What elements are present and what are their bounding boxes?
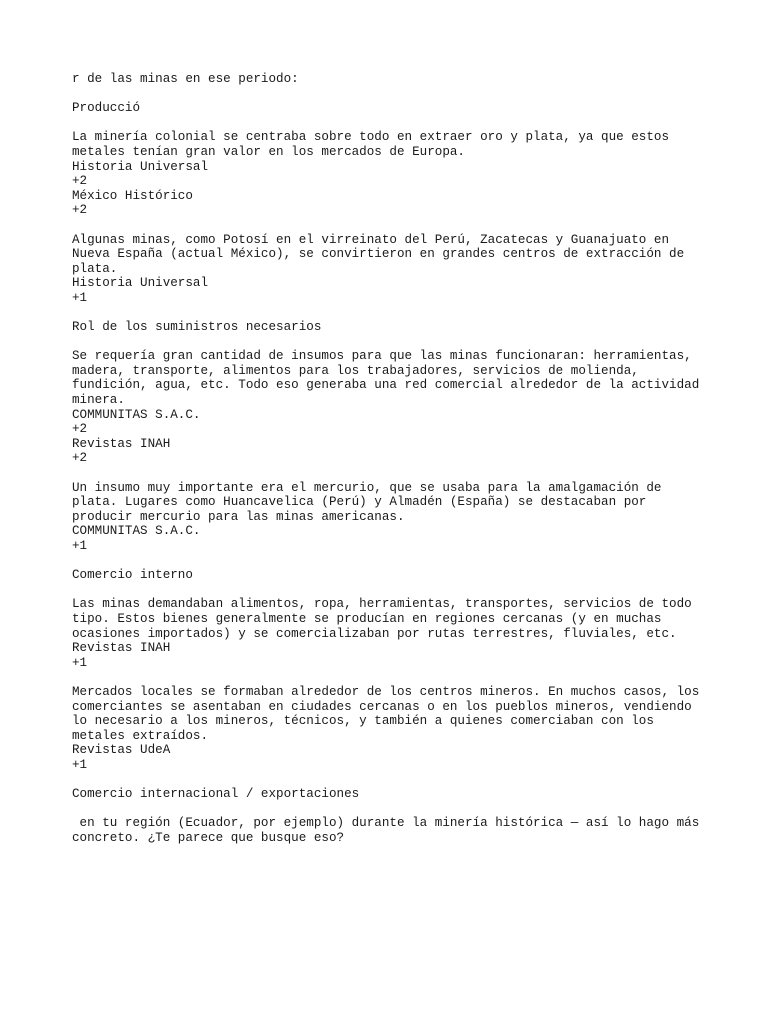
paragraph-line: plata. Lugares como Huancavelica (Perú) y Almadén (España) se destacaban por <box>72 495 647 510</box>
paragraph-line: Nueva España (actual México), se convirtieron en grandes centros de extracción de <box>72 247 685 262</box>
heading-comercio-internacional: Comercio internacional / exportaciones <box>72 787 360 802</box>
spacer <box>72 773 712 788</box>
source-count[interactable]: +1 <box>72 290 88 305</box>
paragraph-line: plata. <box>72 261 118 276</box>
paragraph-line: producir mercurio para las minas americanas. <box>72 509 405 524</box>
spacer <box>72 306 712 321</box>
paragraph-line: Se requería gran cantidad de insumos para que las minas funcionaran: herramientas, <box>72 349 692 364</box>
source-name[interactable]: COMMUNITAS S.A.C. <box>72 407 201 422</box>
source-count[interactable]: +2 <box>72 203 88 218</box>
source-count[interactable]: +2 <box>72 451 88 466</box>
source-name[interactable]: Revistas UdeA <box>72 743 171 758</box>
source-count[interactable]: +2 <box>72 174 88 189</box>
source-name[interactable]: Revistas INAH <box>72 436 171 451</box>
source-count[interactable]: +1 <box>72 757 88 772</box>
paragraph-line: lo necesario a los mineros, técnicos, y también a quienes comerciaban con los <box>72 714 654 729</box>
spacer <box>72 466 712 481</box>
document-page <box>72 72 712 845</box>
paragraph-line: La minería colonial se centraba sobre todo en extraer oro y plata, ya que estos <box>72 130 670 145</box>
paragraph-line: Las minas demandaban alimentos, ropa, herramientas, transportes, servicios de todo <box>72 597 692 612</box>
paragraph-demanda <box>72 597 712 641</box>
paragraph-line: tipo. Estos bienes generalmente se producían en regiones cercanas (y en muchas <box>72 611 662 626</box>
paragraph-mercurio <box>72 481 712 525</box>
spacer <box>72 87 712 102</box>
source-name[interactable]: Historia Universal <box>72 276 209 291</box>
source-count[interactable]: +1 <box>72 539 88 553</box>
paragraph-line: metales tenían gran valor en los mercados de Europa. <box>72 144 465 159</box>
spacer <box>72 116 712 131</box>
paragraph-line: fundición, agua, etc. Todo eso generaba una red comercial alrededor de la actividad <box>72 378 700 393</box>
paragraph-line: comerciantes se asentaban en ciudades cercanas o en los pueblos mineros, vendiendo <box>72 699 692 714</box>
paragraph-grandes-centros <box>72 233 712 277</box>
source-name[interactable]: Historia Universal <box>72 159 209 174</box>
paragraph-insumos <box>72 349 712 407</box>
paragraph-line: madera, transporte, alimentos para los trabajadores, servicios de molienda, <box>72 363 639 378</box>
spacer <box>72 802 712 817</box>
heading-suministros: Rol de los suministros necesarios <box>72 320 322 335</box>
heading-comercio-interno: Comercio interno <box>72 568 193 583</box>
paragraph-mineria-colonial <box>72 130 712 159</box>
paragraph-line: Un insumo muy importante era el mercurio, que se usaba para la amalgamación de <box>72 480 662 495</box>
paragraph-line: en tu región (Ecuador, por ejemplo) durante la minería histórica — así lo hago más <box>72 816 700 831</box>
spacer <box>72 583 712 598</box>
paragraph-line: metales extraídos. <box>72 728 209 743</box>
paragraph-mercados-locales <box>72 685 712 743</box>
paragraph-line: ocasiones importados) y se comercializaban por rutas terrestres, fluviales, etc. <box>72 626 677 641</box>
spacer <box>72 335 712 350</box>
intro-line: r de las minas en ese periodo: <box>72 72 299 86</box>
source-count[interactable]: +1 <box>72 655 88 670</box>
source-count[interactable]: +2 <box>72 422 88 437</box>
spacer <box>72 218 712 233</box>
spacer <box>72 670 712 685</box>
paragraph-line: Mercados locales se formaban alrededor de los centros mineros. En muchos casos, los <box>72 684 700 699</box>
paragraph-line: concreto. ¿Te parece que busque eso? <box>72 830 345 845</box>
paragraph-closing <box>72 816 712 845</box>
spacer <box>72 554 712 569</box>
source-name[interactable]: COMMUNITAS S.A.C. <box>72 524 201 539</box>
paragraph-line: minera. <box>72 393 125 408</box>
source-name[interactable]: Revistas INAH <box>72 641 171 656</box>
paragraph-line: Algunas minas, como Potosí en el virreinato del Perú, Zacatecas y Guanajuato en <box>72 232 670 247</box>
source-name[interactable]: México Histórico <box>72 188 193 203</box>
heading-produccion: Producció <box>72 101 141 116</box>
